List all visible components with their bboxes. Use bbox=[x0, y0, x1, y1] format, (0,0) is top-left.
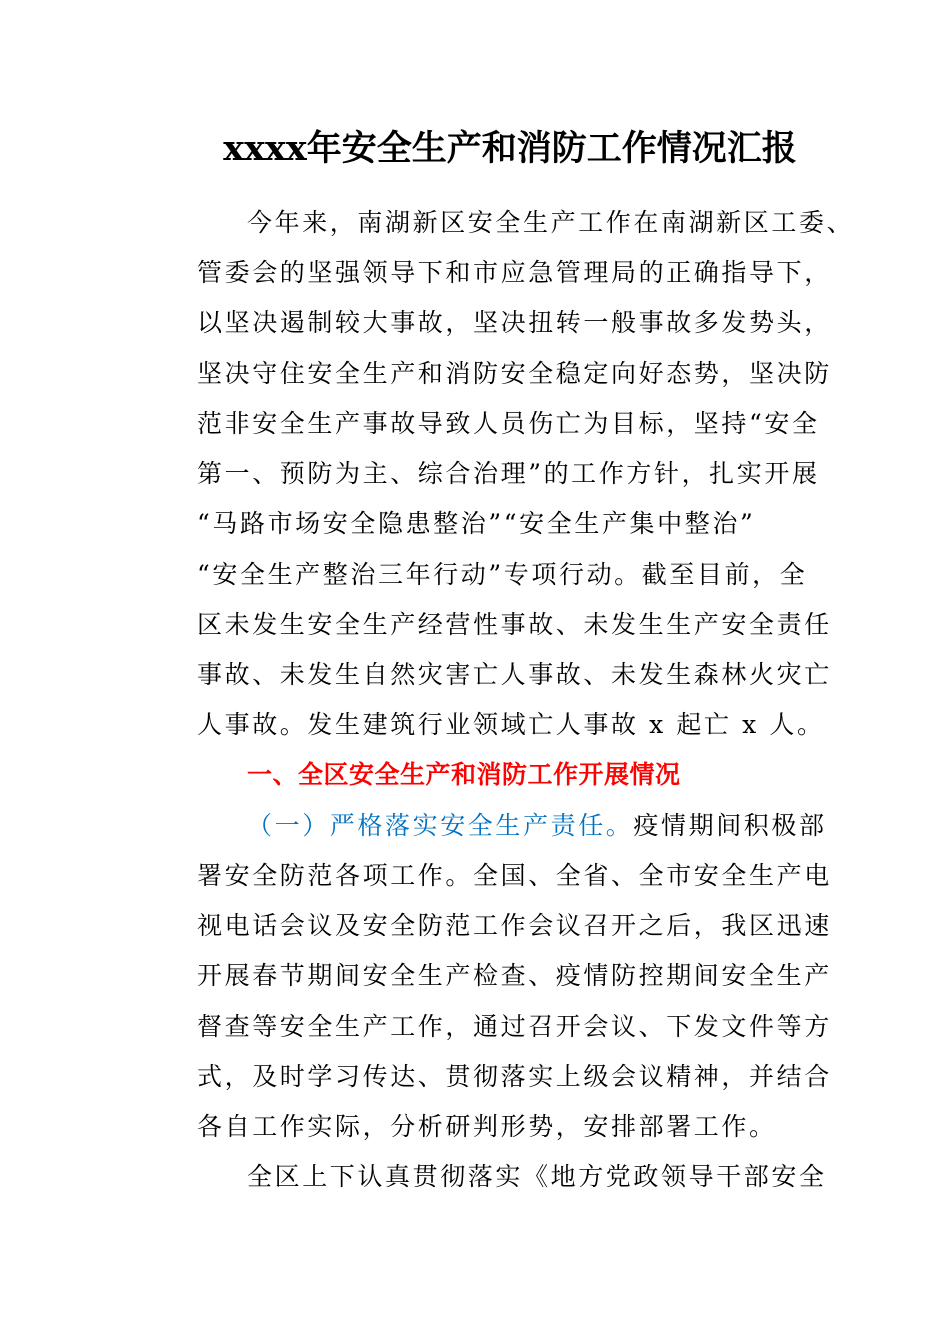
intro-line: “马路市场安全隐患整治”“安全生产集中整治” bbox=[197, 509, 756, 538]
intro-line: 今年来，南湖新区安全生产工作在南湖新区工委、 bbox=[247, 208, 855, 237]
subsection-title: （一）严格落实安全生产责任。 bbox=[247, 811, 634, 840]
subsection-line: 式，及时学习传达、贯彻落实上级会议精神，并结合 bbox=[197, 1062, 832, 1091]
subsection-line: 视电话会议及安全防范工作会议召开之后，我区迅速 bbox=[197, 911, 832, 940]
subsection-text: 疫情期间积极部 bbox=[633, 811, 827, 840]
paragraph-line: 全区上下认真贯彻落实《地方党政领导干部安全 bbox=[247, 1162, 827, 1191]
intro-line: 范非安全生产事故导致人员伤亡为目标，坚持“安全 bbox=[197, 409, 820, 438]
intro-line: 坚决守住安全生产和消防安全稳定向好态势，坚决防 bbox=[197, 359, 832, 388]
intro-line: 管委会的坚强领导下和市应急管理局的正确指导下， bbox=[197, 258, 832, 287]
subsection-line: 署安全防范各项工作。全国、全省、全市安全生产电 bbox=[197, 861, 832, 890]
intro-line: 以坚决遏制较大事故，坚决扭转一般事故多发势头， bbox=[197, 308, 832, 337]
document-title: xxxx年安全生产和消防工作情况汇报 bbox=[223, 128, 797, 169]
section-heading: 一、全区安全生产和消防工作开展情况 bbox=[247, 760, 681, 789]
intro-line: 第一、预防为主、综合治理”的工作方针，扎实开展 bbox=[197, 459, 820, 488]
subsection-first-line bbox=[247, 808, 827, 844]
subsection-line: 各自工作实际，分析研判形势，安排部署工作。 bbox=[197, 1112, 777, 1141]
subsection-line: 督查等安全生产工作，通过召开会议、下发文件等方 bbox=[197, 1012, 832, 1041]
subsection-line: 开展春节期间安全生产检查、疫情防控期间安全生产 bbox=[197, 961, 832, 990]
intro-line: 人事故。发生建筑行业领域亡人事故 x 起亡 x 人。 bbox=[197, 710, 825, 739]
intro-line: 事故、未发生自然灾害亡人事故、未发生森林火灾亡 bbox=[197, 660, 832, 689]
intro-line: 区未发生安全生产经营性事故、未发生生产安全责任 bbox=[197, 610, 832, 639]
intro-line: “安全生产整治三年行动”专项行动。截至目前，全 bbox=[197, 560, 808, 589]
